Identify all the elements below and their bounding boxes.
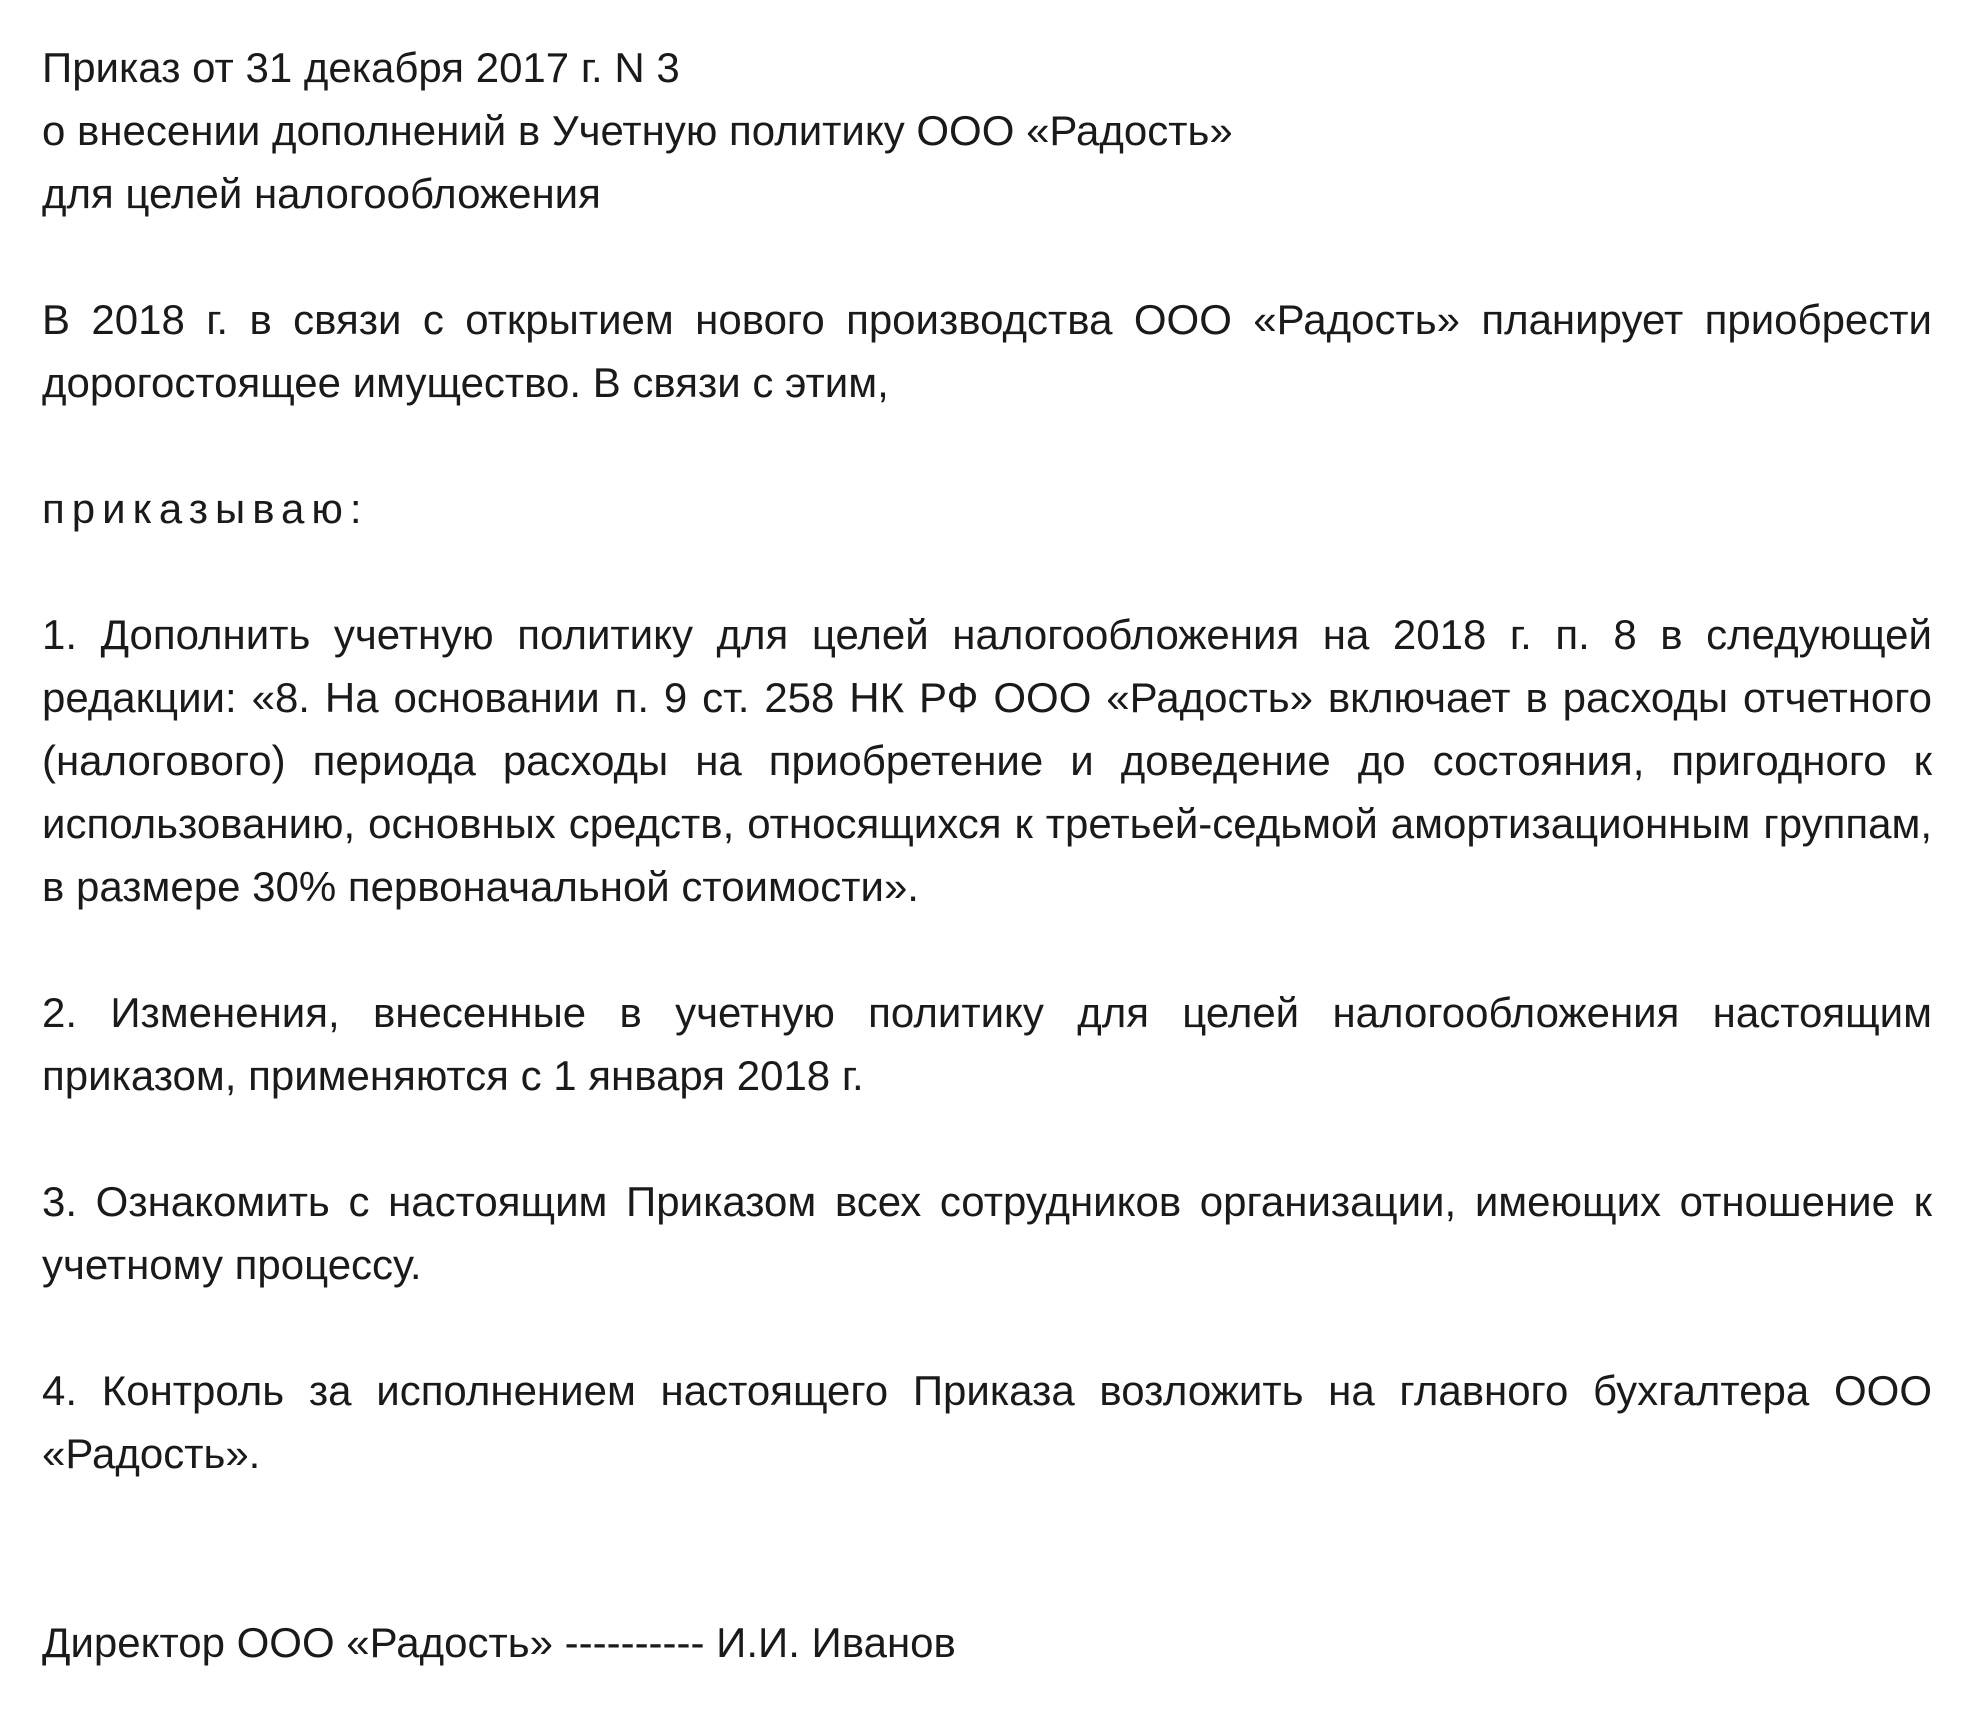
- signature-line: Директор ООО «Радость» ---------- И.И. Иванов: [42, 1619, 956, 1666]
- order-item-2: 2. Изменения, внесенные в учетную политику для целей налогообложения настоящим приказом, применяются с 1 января 2018 г.: [42, 989, 1932, 1099]
- order-item-1: 1. Дополнить учетную политику для целей налогообложения на 2018 г. п. 8 в следующей редакции: «8. На основании п. 9 ст. 258 НК РФ ООО «Радость» включает в расходы отчетного (налогового) периода расходы на приобретение и доведение до состояния, пригодного к использованию, основных средств, относящихся к третьей-седьмой амортизационным группам, в размере 30% первоначальной стоимости».: [42, 611, 1932, 910]
- intro-paragraph: В 2018 г. в связи с открытием нового производства ООО «Радость» планирует приобрести дорогостоящее имущество. В связи с этим,: [42, 296, 1932, 406]
- order-subject: о внесении дополнений в Учетную политику ООО «Радость»: [42, 107, 1233, 154]
- document-header: [42, 36, 1932, 225]
- order-word: приказываю:: [42, 485, 369, 532]
- document-body: [42, 36, 1932, 1674]
- order-item-4: 4. Контроль за исполнением настоящего Приказа возложить на главного бухгалтера ООО «Радость».: [42, 1367, 1932, 1477]
- order-title: Приказ от 31 декабря 2017 г. N 3: [42, 44, 680, 91]
- order-purpose: для целей налогообложения: [42, 170, 601, 217]
- order-item-3: 3. Ознакомить с настоящим Приказом всех сотрудников организации, имеющих отношение к учетному процессу.: [42, 1178, 1932, 1288]
